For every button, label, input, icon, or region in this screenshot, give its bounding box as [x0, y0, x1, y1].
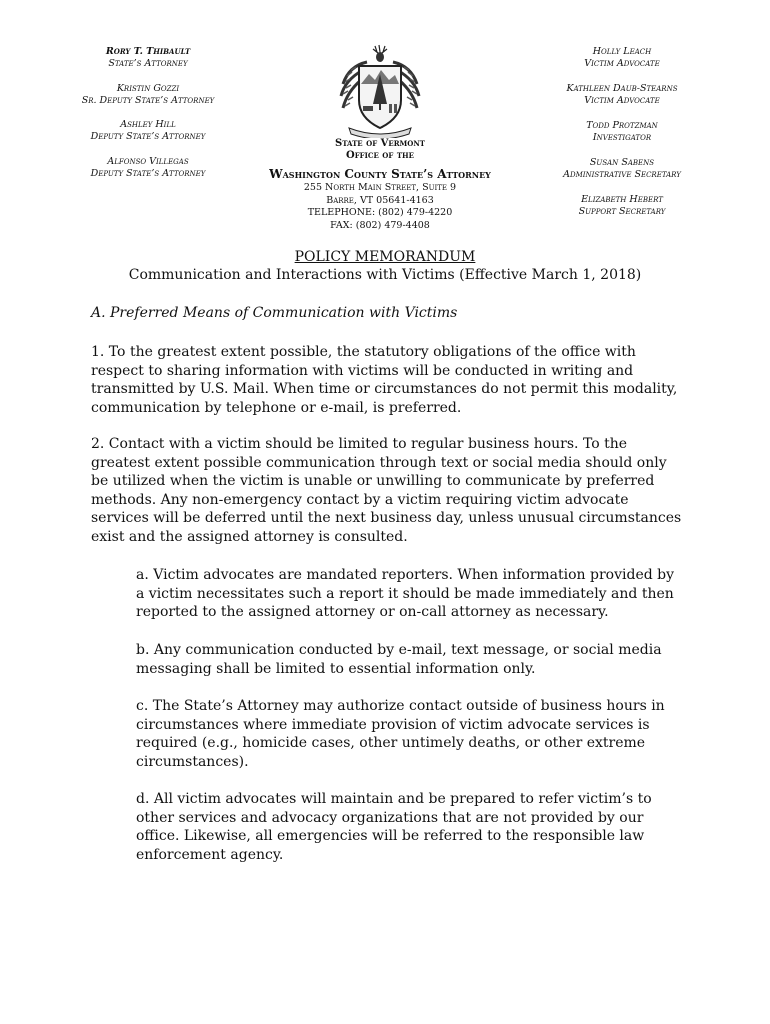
staff-name: Todd Protzman — [586, 120, 658, 131]
staff-entry — [58, 119, 238, 143]
right-staff-list — [532, 46, 712, 231]
staff-title: Support Secretary — [578, 206, 666, 217]
staff-name: Holly Leach — [592, 46, 652, 57]
staff-title: Victim Advocate — [584, 95, 660, 106]
staff-title: Deputy State’s Attorney — [90, 168, 206, 179]
office-of-label: Office of the — [345, 150, 415, 161]
staff-title: Administrative Secretary — [563, 169, 681, 180]
staff-name: Kathleen Daub-Stearns — [566, 83, 678, 94]
staff-name: Alfonso Villegas — [107, 156, 189, 167]
staff-entry — [532, 83, 712, 107]
memo-title: POLICY MEMORANDUM — [294, 249, 476, 265]
staff-title: Deputy State’s Attorney — [90, 131, 206, 142]
subparagraph-b: b. Any communication conducted by e-mail, text message, or social media messaging shall be limited to essential information only. — [136, 642, 662, 677]
staff-name: Rory T. Thibault — [105, 46, 191, 57]
staff-entry — [532, 194, 712, 218]
staff-name: Susan Sabens — [589, 157, 655, 168]
office-header — [240, 138, 520, 232]
staff-title: Investigator — [592, 132, 652, 143]
office-street: 255 North Main Street, Suite 9 — [303, 182, 457, 193]
staff-entry — [58, 156, 238, 180]
staff-entry — [532, 157, 712, 181]
staff-title: Sr. Deputy State’s Attorney — [81, 95, 215, 106]
staff-entry — [58, 46, 238, 70]
memo-subtitle: Communication and Interactions with Victims (Effective March 1, 2018) — [128, 267, 642, 283]
office-telephone: TELEPHONE: (802) 479-4220 — [307, 207, 453, 218]
paragraph-2: 2. Contact with a victim should be limited to regular business hours. To the greatest extent possible communication through text or social media should only be utilized when the victim is unable or unwilling to communicate by preferred methods. Any non-emergency contact by a victim requiring victim advocate services will be deferred until the next business day, unless unusual circumstances exist and the assigned attorney is consulted. — [91, 436, 682, 545]
staff-entry — [532, 46, 712, 70]
staff-entry — [58, 83, 238, 107]
subparagraph-a: a. Victim advocates are mandated reporters. When information provided by a victim necessitates such a report it should be made immediately and then reported to the assigned attorney or on-call attorney as necessary. — [136, 567, 675, 620]
subparagraph-c: c. The State’s Attorney may authorize contact outside of business hours in circumstances where immediate provision of victim advocate services is required (e.g., homicide cases, other untimely deaths, or other extreme circumstances). — [136, 698, 665, 770]
state-name: State of Vermont — [334, 138, 426, 149]
staff-name: Ashley Hill — [120, 119, 176, 130]
section-heading: A. Preferred Means of Communication with Victims — [91, 305, 458, 321]
staff-title: State’s Attorney — [108, 58, 188, 69]
office-fax: FAX: (802) 479-4408 — [330, 219, 430, 231]
office-name: Washington County State’s Attorney — [269, 167, 491, 181]
vermont-state-seal-icon — [335, 44, 425, 138]
paragraph-1: 1. To the greatest extent possible, the statutory obligations of the office with respect to sharing information with victims will be conducted in writing and transmitted by U.S. Mail. When time or circumstances do not permit this modality, communication by telephone or e-mail, is preferred. — [91, 344, 678, 416]
left-staff-list — [58, 46, 238, 193]
subparagraph-d: d. All victim advocates will maintain and be prepared to refer victim’s to other services and advocacy organizations that are not provided by our office. Likewise, all emergencies will be referred to the responsible law enforcement agency. — [136, 791, 652, 863]
staff-name: Kristin Gozzi — [116, 83, 180, 94]
office-city: Barre, VT 05641-4163 — [326, 194, 434, 206]
staff-name: Elizabeth Hebert — [581, 194, 663, 205]
staff-title: Victim Advocate — [584, 58, 660, 69]
staff-entry — [532, 120, 712, 144]
